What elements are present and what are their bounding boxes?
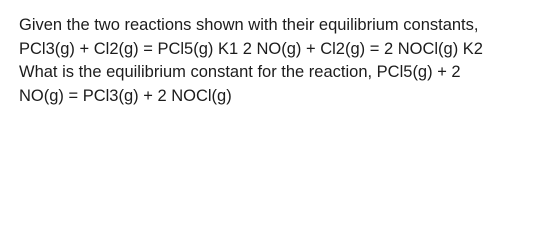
question-line-3: What is the equilibrium constant for the reaction, PCl5(g) + 2	[19, 63, 461, 81]
question-text	[19, 14, 549, 108]
question-line-4: NO(g) = PCl3(g) + 2 NOCl(g)	[19, 86, 232, 105]
question-line-2: PCl3(g) + Cl2(g) = PCl5(g) K1 2 NO(g) + Cl2(g) = 2 NOCl(g) K2	[19, 39, 483, 58]
question-line-1: Given the two reactions shown with their equilibrium constants,	[19, 16, 479, 34]
